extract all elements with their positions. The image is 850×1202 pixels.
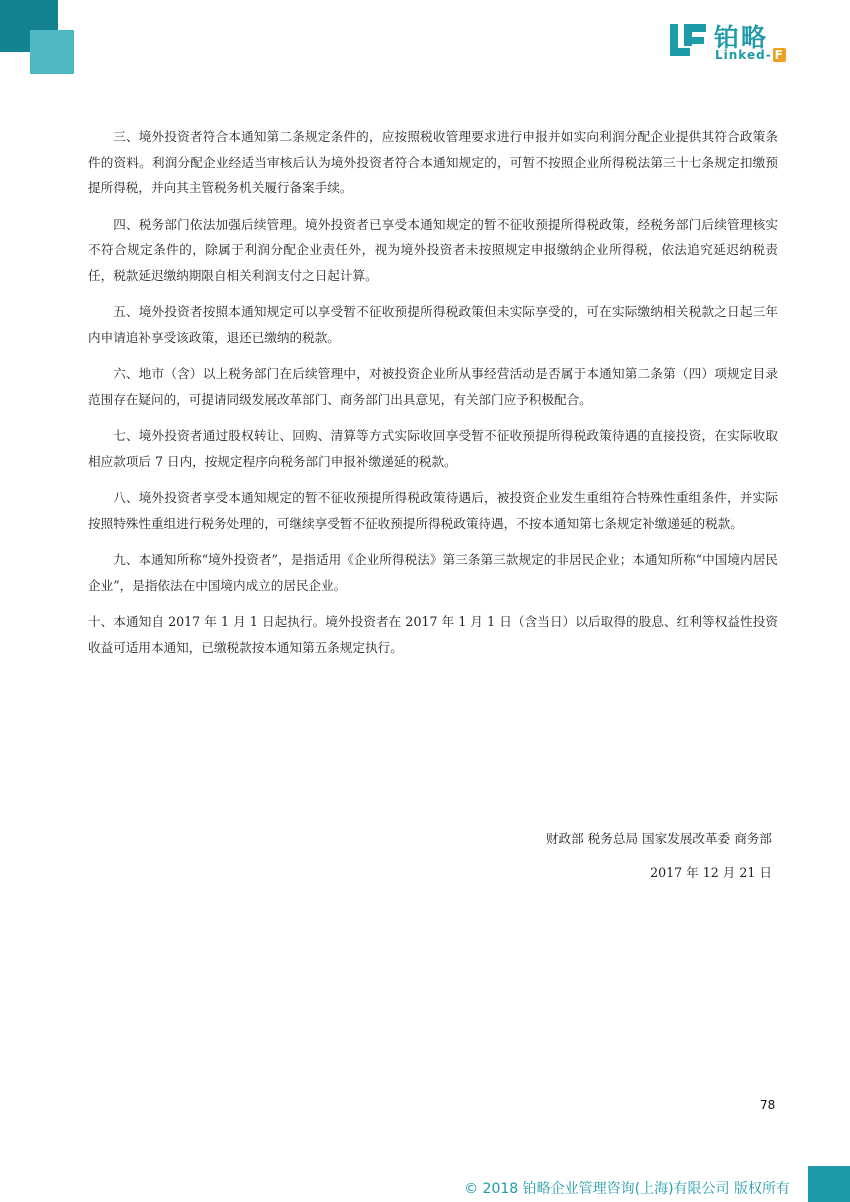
corner-decoration-light	[30, 30, 74, 74]
linked-f-logo-icon	[668, 20, 708, 60]
page-number: 78	[760, 1098, 776, 1112]
paragraph-6: 六、地市（含）以上税务部门在后续管理中，对被投资企业所从事经营活动是否属于本通知第二条第（四）项规定目录范围存在疑问的，可提请同级发展改革部门、商务部门出具意见，有关部门应予积极配合。	[88, 366, 778, 407]
paragraph-10: 十、本通知自 2017 年 1 月 1 日起执行。境外投资者在 2017 年 1 月 1 日（含当日）以后取得的股息、红利等权益性投资收益可适用本通知，已缴税款按本通知第五条规定执行。	[88, 614, 778, 655]
brand-logo	[668, 18, 798, 64]
paragraph-5: 五、境外投资者按照本通知规定可以享受暂不征收预提所得税政策但未实际享受的，可在实际缴纳相关税款之日起三年内申请追补享受该政策，退还已缴纳的税款。	[88, 304, 778, 345]
paragraph-7: 七、境外投资者通过股权转让、回购、清算等方式实际收回享受暂不征收预提所得税政策待遇的直接投资，在实际收取相应款项后 7 日内，按规定程序向税务部门申报补缴递延的税款。	[88, 428, 778, 469]
brand-name-en-badge: F	[774, 48, 784, 62]
brand-name-cn: 铂略	[714, 23, 769, 52]
footer-decoration	[808, 1166, 850, 1202]
paragraph-8: 八、境外投资者享受本通知规定的暂不征收预提所得税政策待遇后，被投资企业发生重组符合特殊性重组条件，并实际按照特殊性重组进行税务处理的，可继续享受暂不征收预提所得税政策待遇，不按本通知第七条规定补缴递延的税款。	[88, 490, 778, 531]
paragraph-3: 三、境外投资者符合本通知第二条规定条件的，应按照税收管理要求进行申报并如实向利润分配企业提供其符合政策条件的资料。利润分配企业经适当审核后认为境外投资者符合本通知规定的，可暂不按照企业所得税法第三十七条规定扣缴预提所得税，并向其主管税务机关履行备案手续。	[88, 129, 778, 195]
brand-name-en-text: Linked-	[715, 48, 772, 62]
brand-name-en	[715, 48, 786, 62]
signatories: 财政部 税务总局 国家发展改革委 商务部	[545, 831, 772, 846]
signature-block	[546, 822, 772, 890]
paragraph-9: 九、本通知所称“境外投资者”，是指适用《企业所得税法》第三条第三款规定的非居民企业；本通知所称“中国境内居民企业”，是指依法在中国境内成立的居民企业。	[88, 552, 778, 593]
document-body	[88, 124, 778, 671]
document-date: 2017 年 12 月 21 日	[650, 865, 772, 880]
paragraph-4: 四、税务部门依法加强后续管理。境外投资者已享受本通知规定的暂不征收预提所得税政策，经税务部门后续管理核实不符合规定条件的，除属于利润分配企业责任外，视为境外投资者未按照规定申报缴纳企业所得税，依法追究延迟纳税责任，税款延迟缴纳期限自相关利润支付之日起计算。	[88, 216, 778, 283]
footer-copyright: © 2018 铂略企业管理咨询(上海)有限公司 版权所有	[464, 1181, 790, 1197]
